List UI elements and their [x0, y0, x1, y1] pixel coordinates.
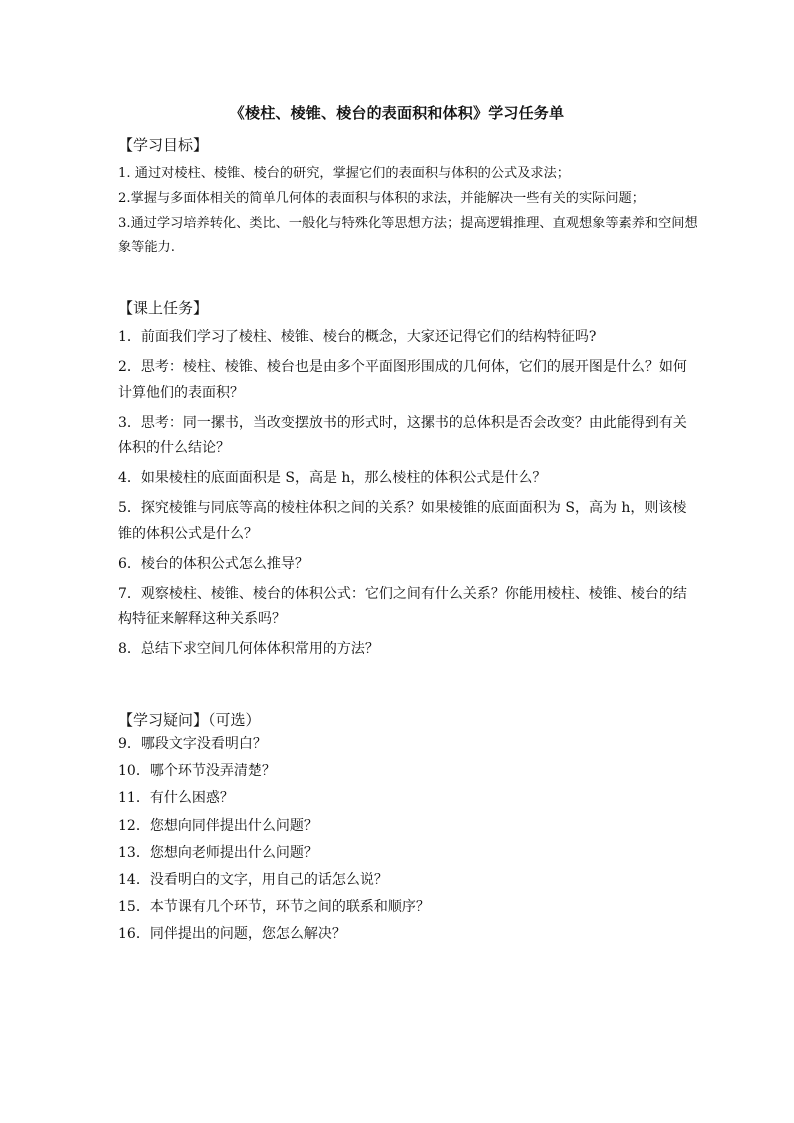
learning-goals-heading: 【学习目标】: [118, 136, 209, 154]
goal-item: 3.通过学习培养转化、类比、一般化与特殊化等思想方法；提高逻辑推理、直观想象等素养和空间想象等能力.: [118, 215, 698, 256]
task-item: 4．如果棱柱的底面面积是 S，高是 h，那么棱柱的体积公式是什么？: [118, 470, 547, 486]
question-item: 14．没看明白的文字，用自己的话怎么说？: [118, 871, 388, 888]
question-item: 16．同伴提出的问题，您怎么解决？: [118, 926, 346, 943]
question-item: 9．哪段文字没看明白？: [118, 736, 267, 752]
task-item: 2．思考：棱柱、棱锥、棱台也是由多个平面图形围成的几何体，它们的展开图是什么？如何计算他们的表面积？: [118, 359, 687, 401]
class-tasks-heading: 【课上任务】: [118, 299, 209, 317]
learning-questions-heading: 【学习疑问】（可选）: [118, 711, 261, 729]
task-item: 6．棱台的体积公式怎么推导？: [118, 555, 309, 572]
task-item: 1．前面我们学习了棱柱、棱锥、棱台的概念，大家还记得它们的结构特征吗?: [118, 329, 597, 345]
question-item: 15．本节课有几个环节，环节之间的联系和顺序？: [118, 899, 430, 916]
page-title: 《棱柱、棱锥、棱台的表面积和体积》学习任务单: [229, 104, 565, 122]
class-tasks-section: [118, 296, 698, 663]
question-item: 12．您想向同伴提出什么问题？: [118, 817, 318, 834]
task-item: 3．思考：同一摞书，当改变摆放书的形式时，这摞书的总体积是否会改变？由此能得到有关体积的什么结论？: [118, 414, 687, 456]
question-item: 11．有什么困惑？: [118, 790, 234, 807]
task-item: 5．探究棱锥与同底等高的棱柱体积之间的关系？如果棱锥的底面面积为 S，高为 h，则该棱锥的体积公式是什么？: [118, 500, 687, 542]
goal-item: 1. 通过对棱柱、棱锥、棱台的研究，掌握它们的表面积与体积的公式及求法；: [118, 166, 570, 181]
task-item: 7．观察棱柱、棱锥、棱台的体积公式：它们之间有什么关系？你能用棱柱、棱锥、棱台的结构特征来解释这种关系吗？: [118, 585, 687, 627]
question-item: 13．您想向老师提出什么问题？: [118, 844, 318, 861]
task-item: 8．总结下求空间几何体体积常用的方法？: [118, 641, 379, 657]
learning-goals-section: [118, 133, 698, 261]
goal-item: 2.掌握与多面体相关的简单几何体的表面积与体积的求法，并能解决一些有关的实际问题；: [118, 190, 645, 206]
learning-questions-section: [118, 708, 698, 950]
question-item: 10．哪个环节没弄清楚？: [118, 763, 276, 780]
